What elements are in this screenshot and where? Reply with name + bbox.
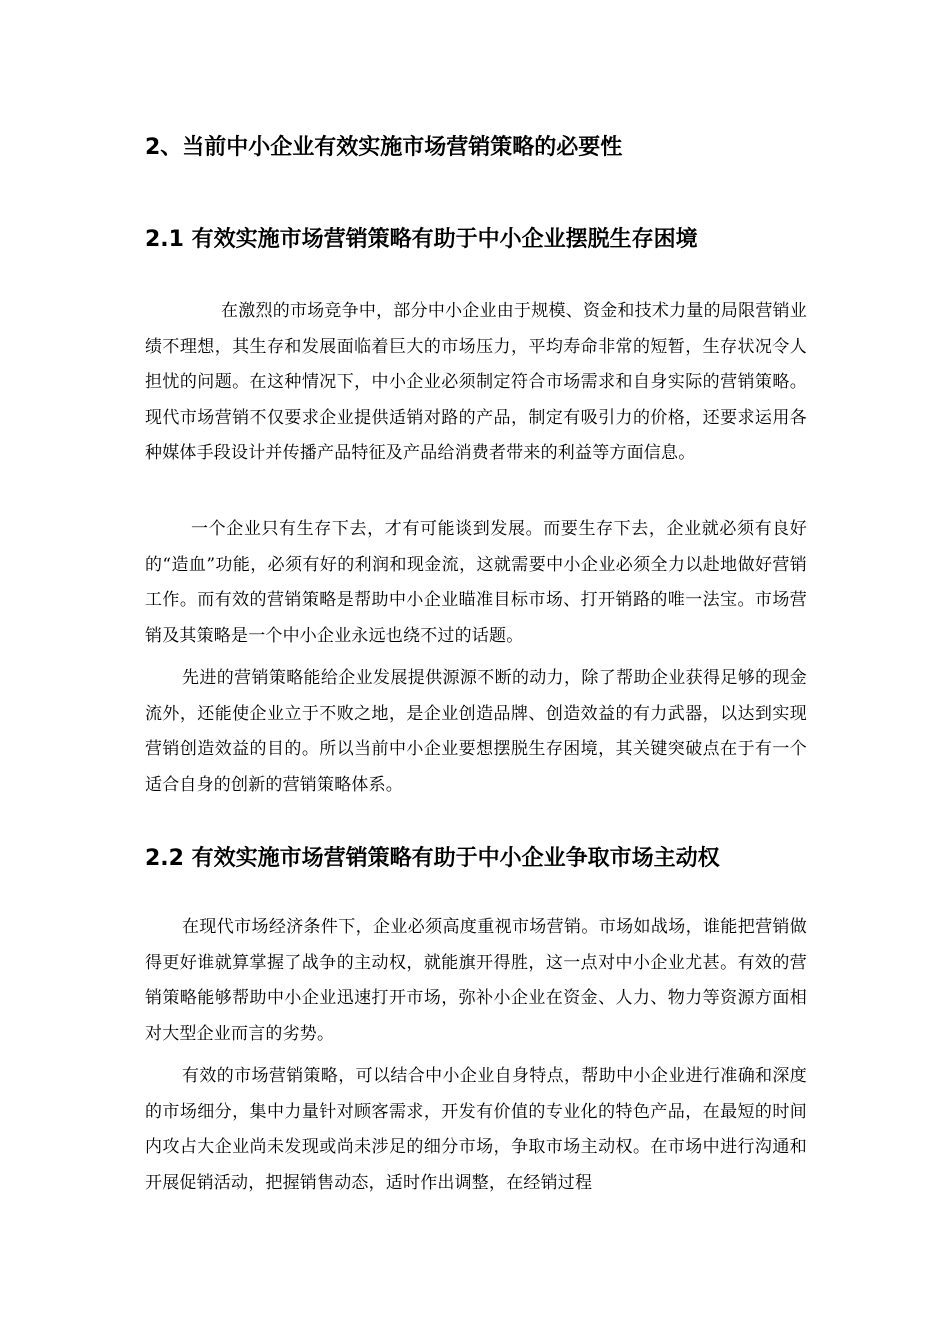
section-heading-2-2: 2.2 有效实施市场营销策略有助于中小企业争取市场主动权 <box>145 846 720 871</box>
paragraph: 在激烈的市场竞争中，部分中小企业由于规模、资金和技术力量的局限营销业绩不理想，其生存和发展面临着巨大的市场压力，平均寿命非常的短暂，生存状况令人担忧的问题。在这种情况下，中小企业必须制定符合市场需求和自身实际的营销策略。现代市场营销不仅要求企业提供适销对路的产品，制定有吸引力的价格，还要求运用各种媒体手段设计并传播产品特征及产品给消费者带来的利益等方面信息。 <box>145 301 807 463</box>
section-heading-2-1: 2.1 有效实施市场营销策略有助于中小企业摆脱生存困境 <box>145 227 698 252</box>
paragraph: 在现代市场经济条件下，企业必须高度重视市场营销。市场如战场，谁能把营销做得更好谁就算掌握了战争的主动权，就能旗开得胜，这一点对中小企业尤甚。有效的营销策略能够帮助中小企业迅速打开市场，弥补小企业在资金、人力、物力等资源方面相对大型企业而言的劣势。 <box>145 917 807 1044</box>
paragraph: 一个企业只有生存下去，才有可能谈到发展。而要生存下去，企业就必须有良好的“造血”功能，必须有好的利润和现金流，这就需要中小企业必须全力以赴地做好营销工作。而有效的营销策略是帮助中小企业瞄准目标市场、打开销路的唯一法宝。市场营销及其策略是一个中小企业永远也绕不过的话题。 <box>145 519 807 646</box>
paragraph: 先进的营销策略能给企业发展提供源源不断的动力，除了帮助企业获得足够的现金流外，还能使企业立于不败之地，是企业创造品牌、创造效益的有力武器，以达到实现营销创造效益的目的。所以当前中小企业要想摆脱生存困境，其关键突破点在于有一个适合自身的创新的营销策略体系。 <box>145 668 807 795</box>
chapter-heading: 2、当前中小企业有效实施市场营销策略的必要性 <box>145 135 623 160</box>
paragraph: 有效的市场营销策略，可以结合中小企业自身特点，帮助中小企业进行准确和深度的市场细分，集中力量针对顾客需求，开发有价值的专业化的特色产品，在最短的时间内攻占大企业尚未发现或尚未涉足的细分市场，争取市场主动权。在市场中进行沟通和开展促销活动，把握销售动态，适时作出调整，在经销过程 <box>145 1066 807 1193</box>
